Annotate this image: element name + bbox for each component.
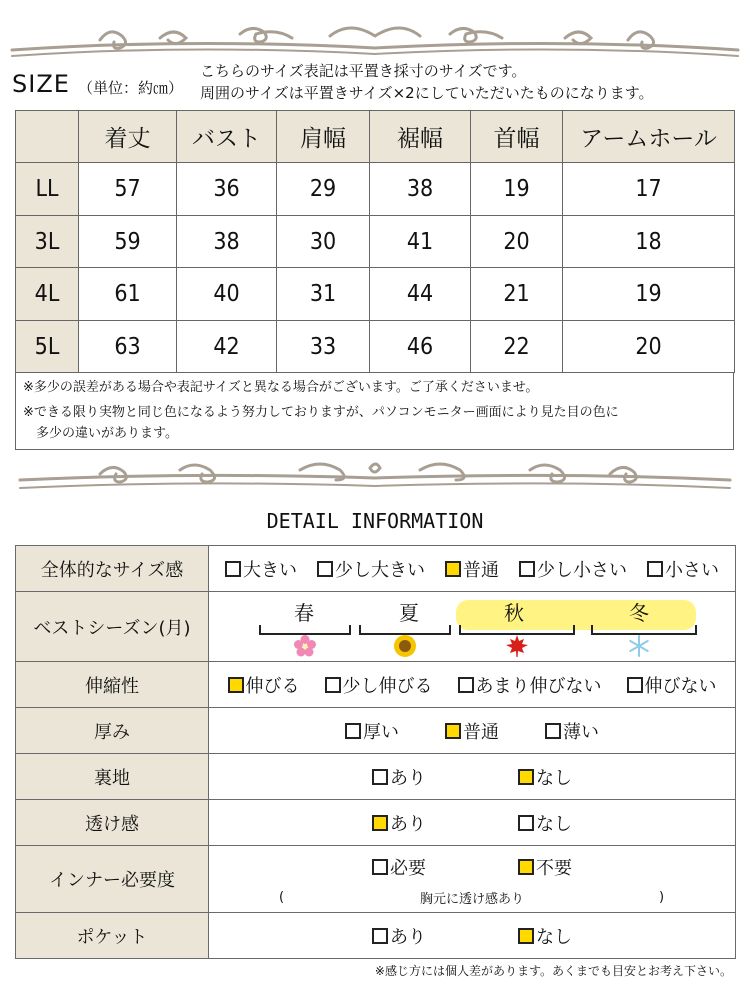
row-size-label: 4L xyxy=(16,268,79,321)
option-group xyxy=(209,556,735,582)
detail-row-size-feel xyxy=(16,546,736,592)
checkbox-checked-icon xyxy=(372,815,388,831)
disclaimer-line: 多少の違いがあります。 xyxy=(23,426,178,441)
checkbox-checked-icon xyxy=(518,769,534,785)
option-normal: 普通 xyxy=(445,556,499,582)
checkbox-checked-icon xyxy=(228,677,244,693)
checkbox-icon xyxy=(372,928,388,944)
option-yes: あり xyxy=(372,764,426,790)
table-cell: 17 xyxy=(563,163,735,216)
table-cell: 46 xyxy=(370,321,471,373)
checkbox-icon xyxy=(458,677,474,693)
table-cell: 44 xyxy=(370,268,471,321)
option-slightly-stretches: 少し伸びる xyxy=(325,672,433,698)
detail-label: 透け感 xyxy=(16,800,209,846)
checkbox-icon xyxy=(627,677,643,693)
table-cell: 22 xyxy=(471,321,563,373)
detail-label: 伸縮性 xyxy=(16,662,209,708)
checkbox-icon xyxy=(372,769,388,785)
option-group xyxy=(209,923,735,949)
checkbox-checked-icon xyxy=(518,859,534,875)
header-cell-length: 着丈 xyxy=(79,111,177,163)
disclaimer-line: ※多少の誤差がある場合や表記サイズと異なる場合がございます。ご了承くださいませ。 xyxy=(23,380,539,395)
table-cell: 40 xyxy=(177,268,277,321)
detail-row-pocket xyxy=(16,913,736,959)
season-winter: 冬 xyxy=(629,600,649,625)
option-yes: あり xyxy=(372,923,426,949)
table-cell: 59 xyxy=(79,216,177,268)
disclaimer-line: ※できる限り実物と同じ色になるよう努力しておりますが、パソコンモニター画面により見た目の色に xyxy=(23,405,619,420)
header-cell-armhole: アームホール xyxy=(563,111,735,163)
option-group xyxy=(209,810,735,836)
table-row xyxy=(16,321,735,373)
checkbox-checked-icon xyxy=(518,928,534,944)
option-group xyxy=(209,718,735,744)
table-cell: 31 xyxy=(277,268,370,321)
season-autumn: 秋 xyxy=(504,600,524,625)
option-no: なし xyxy=(518,764,572,790)
option-needed: 必要 xyxy=(372,854,426,880)
detail-row-inner xyxy=(16,846,736,913)
size-unit: （単位：約㎝） xyxy=(78,79,184,97)
table-cell: 20 xyxy=(563,321,735,373)
table-cell: 21 xyxy=(471,268,563,321)
row-size-label: 3L xyxy=(16,216,79,268)
option-large: 大きい xyxy=(225,556,297,582)
checkbox-icon xyxy=(519,561,535,577)
size-table xyxy=(15,110,735,373)
table-cell: 38 xyxy=(177,216,277,268)
sunflower-icon xyxy=(393,634,417,658)
checkbox-icon xyxy=(317,561,333,577)
table-cell: 42 xyxy=(177,321,277,373)
detail-label: インナー必要度 xyxy=(16,846,209,913)
middle-ornament xyxy=(10,458,740,498)
detail-label: 裏地 xyxy=(16,754,209,800)
detail-row-season xyxy=(16,592,736,662)
size-table-header xyxy=(16,111,735,163)
checkbox-icon xyxy=(518,815,534,831)
table-cell: 63 xyxy=(79,321,177,373)
checkbox-checked-icon xyxy=(445,723,461,739)
note-paren-close: ) xyxy=(659,890,665,905)
season-chart xyxy=(209,593,734,661)
table-cell: 20 xyxy=(471,216,563,268)
top-ornament xyxy=(10,20,740,60)
table-cell: 57 xyxy=(79,163,177,216)
option-slightly-small: 少し小さい xyxy=(519,556,627,582)
option-barely-stretches: あまり伸びない xyxy=(458,672,602,698)
footnote: ※感じ方には個人差があります。あくまでも目安とお考え下さい。 xyxy=(374,964,732,978)
detail-label: ポケット xyxy=(16,913,209,959)
note-paren-open: ( xyxy=(279,890,285,905)
table-cell: 30 xyxy=(277,216,370,268)
option-no-stretch: 伸びない xyxy=(627,672,717,698)
table-cell: 33 xyxy=(277,321,370,373)
header-cell-hem: 裾幅 xyxy=(370,111,471,163)
checkbox-icon xyxy=(545,723,561,739)
option-group xyxy=(209,764,735,790)
header-cell-shoulder: 肩幅 xyxy=(277,111,370,163)
option-thin: 薄い xyxy=(545,718,599,744)
detail-row-sheer xyxy=(16,800,736,846)
detail-row-thickness xyxy=(16,708,736,754)
season-spring: 春 xyxy=(294,600,314,625)
inner-note: 胸元に透け感あり xyxy=(419,892,524,907)
table-row xyxy=(16,163,735,216)
size-title: SIZE xyxy=(12,70,70,98)
size-disclaimer xyxy=(15,372,734,450)
size-note-circumference: 周囲のサイズは平置きサイズ×2にしていただいたものになります。 xyxy=(200,84,654,102)
row-size-label: LL xyxy=(16,163,79,216)
checkbox-icon xyxy=(647,561,663,577)
option-group xyxy=(209,854,735,880)
option-no: なし xyxy=(518,923,572,949)
header-cell-neck: 首幅 xyxy=(471,111,563,163)
row-size-label: 5L xyxy=(16,321,79,373)
detail-label: ベストシーズン(月) xyxy=(16,592,209,662)
detail-label: 全体的なサイズ感 xyxy=(16,546,209,592)
header-cell-blank xyxy=(16,111,79,163)
option-slightly-large: 少し大きい xyxy=(317,556,425,582)
table-row xyxy=(16,216,735,268)
season-summer: 夏 xyxy=(399,600,419,625)
table-cell: 61 xyxy=(79,268,177,321)
checkbox-icon xyxy=(372,859,388,875)
table-cell: 29 xyxy=(277,163,370,216)
option-no: なし xyxy=(518,810,572,836)
option-yes: あり xyxy=(372,810,426,836)
checkbox-checked-icon xyxy=(445,561,461,577)
option-stretches: 伸びる xyxy=(228,672,300,698)
size-note-flat: こちらのサイズ表記は平置き採寸のサイズです。 xyxy=(200,62,527,80)
table-cell: 18 xyxy=(563,216,735,268)
detail-row-lining xyxy=(16,754,736,800)
flower-icon xyxy=(293,634,317,658)
snowflake-icon xyxy=(627,634,651,658)
detail-table xyxy=(15,545,736,959)
option-normal: 普通 xyxy=(445,718,499,744)
checkbox-icon xyxy=(225,561,241,577)
header-cell-bust: バスト xyxy=(177,111,277,163)
table-cell: 41 xyxy=(370,216,471,268)
option-small: 小さい xyxy=(647,556,719,582)
table-cell: 38 xyxy=(370,163,471,216)
detail-row-stretch xyxy=(16,662,736,708)
table-row xyxy=(16,268,735,321)
table-cell: 19 xyxy=(563,268,735,321)
option-thick: 厚い xyxy=(345,718,399,744)
detail-label: 厚み xyxy=(16,708,209,754)
checkbox-icon xyxy=(325,677,341,693)
option-group xyxy=(209,672,735,698)
option-not-needed: 不要 xyxy=(518,854,572,880)
table-cell: 36 xyxy=(177,163,277,216)
table-cell: 19 xyxy=(471,163,563,216)
checkbox-icon xyxy=(345,723,361,739)
detail-title: DETAIL INFORMATION xyxy=(266,509,484,533)
maple-leaf-icon xyxy=(505,634,529,658)
